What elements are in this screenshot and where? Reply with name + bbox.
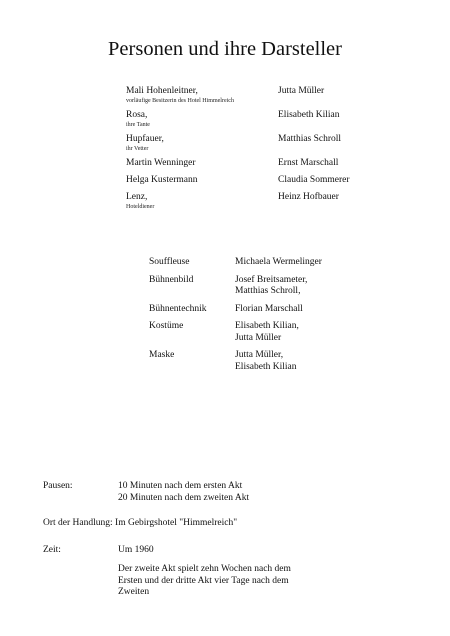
pausen-value: 20 Minuten nach dem zweiten Akt <box>118 492 250 503</box>
cast-entry <box>126 175 376 186</box>
pausen-value: 10 Minuten nach dem ersten Akt <box>118 481 243 491</box>
zeit-label: Zeit: <box>43 544 61 555</box>
cast-actor: Ernst Marschall <box>278 158 339 168</box>
page-title: Personen und ihre Darsteller <box>108 38 342 60</box>
crew-job: Kostüme <box>149 321 184 331</box>
cast-entry <box>126 158 376 169</box>
crew-job: Maske <box>149 350 175 360</box>
cast-actor: Elisabeth Kilian <box>278 110 340 120</box>
ort-row <box>43 518 343 530</box>
cast-entry <box>126 110 376 129</box>
cast-role-description: vorläufige Besitzerin des Hotel Himmelreich <box>126 98 234 104</box>
crew-job: Bühnentechnik <box>149 303 207 314</box>
crew-job: Souffleuse <box>149 257 190 267</box>
zeit-row <box>43 545 343 599</box>
crew-job: Bühnenbild <box>149 274 194 285</box>
cast-actor: Claudia Sommerer <box>278 175 350 185</box>
crew-name: Jutta Müller <box>235 332 282 343</box>
zeit-note: Ersten und der dritte Akt vier Tage nach dem <box>118 575 289 586</box>
crew-entry <box>149 257 369 269</box>
crew-entry <box>149 321 369 344</box>
cast-actor: Heinz Hofbauer <box>278 192 339 202</box>
cast-role-description: ihr Vetter <box>126 146 149 152</box>
crew-entry <box>149 275 369 298</box>
cast-role: Martin Wenninger <box>126 158 196 168</box>
crew-name: Elisabeth Kilian <box>235 361 297 372</box>
cast-role: Mali Hohenleitner, <box>126 86 198 96</box>
crew-name: Michaela Wermelinger <box>235 257 322 267</box>
cast-role: Hupfauer, <box>126 134 164 144</box>
ort-value: Im Gebirgshotel "Himmelreich" <box>115 518 238 528</box>
crew-list <box>149 257 369 379</box>
cast-role: Lenz, <box>126 192 148 202</box>
cast-entry <box>126 134 376 153</box>
pausen-row <box>43 481 343 504</box>
cast-actor: Matthias Schroll <box>278 134 342 144</box>
cast-list <box>126 86 376 216</box>
crew-name: Elisabeth Kilian, <box>235 321 299 331</box>
crew-name: Matthias Schroll, <box>235 286 301 296</box>
cast-role-description: Hoteldiener <box>126 204 155 210</box>
zeit-note: Der zweite Akt spielt zehn Wochen nach dem <box>118 564 291 574</box>
cast-role: Helga Kustermann <box>126 175 198 185</box>
zeit-value: Um 1960 <box>118 544 154 555</box>
cast-role: Rosa, <box>126 110 148 120</box>
crew-entry <box>149 350 369 373</box>
cast-actor: Jutta Müller <box>278 86 325 96</box>
performance-info <box>43 481 343 599</box>
zeit-note: Zweiten <box>118 587 150 597</box>
pausen-label: Pausen: <box>43 481 73 491</box>
cast-entry <box>126 86 376 105</box>
crew-name: Florian Marschall <box>235 303 303 314</box>
cast-entry <box>126 192 376 211</box>
cast-role-description: ihre Tante <box>126 122 150 128</box>
crew-name: Jutta Müller, <box>235 350 284 360</box>
ort-label: Ort der Handlung: <box>43 518 113 528</box>
crew-entry <box>149 304 369 316</box>
crew-name: Josef Breitsameter, <box>235 274 308 285</box>
